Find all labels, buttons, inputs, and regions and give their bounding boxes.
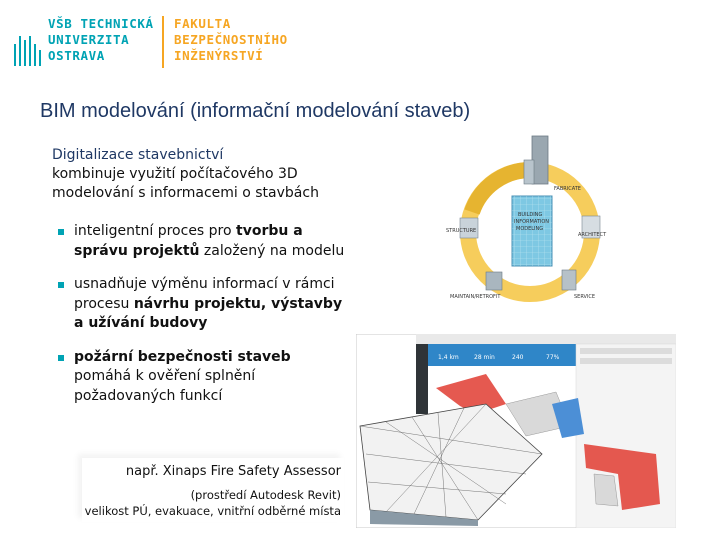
bullet-text: založený na modelu <box>199 242 345 259</box>
service-icon <box>562 270 576 290</box>
software-screenshot <box>356 334 676 528</box>
property-row <box>580 358 672 364</box>
logo-line: BEZPEČNOSTNÍHO <box>174 32 288 47</box>
property-row <box>580 348 672 354</box>
logo-line: OSTRAVA <box>48 48 105 63</box>
intro-text: kombinuje využití počítačového 3D modelování s informacemi o stavbách <box>52 166 319 201</box>
stage-label: SERVICE <box>574 294 596 300</box>
university-logo <box>14 14 314 70</box>
bim-center-label: BUILDING <box>518 212 543 218</box>
bullet-item <box>58 222 348 261</box>
stage-label: FABRICATE <box>554 186 581 192</box>
stage-label: MAINTAIN/RETROFIT <box>450 294 501 300</box>
kpi-value: 1,4 km <box>438 354 459 361</box>
bullet-emphasis: požární bezpečnosti staveb <box>74 348 291 365</box>
bullet-emphasis: návrhu projektu, výstavby a užívání budovy <box>74 295 343 331</box>
tower-annex-icon <box>524 160 534 184</box>
caption-line: např. Xinaps Fire Safety Assessor <box>125 464 341 479</box>
bullet-item <box>58 275 348 334</box>
bullet-list <box>58 222 348 420</box>
bim-center-label: INFORMATION <box>514 219 550 225</box>
caption-line: velikost PÚ, evakuace, vnitřní odběrné místa <box>84 504 341 518</box>
kpi-value: 28 min <box>474 354 495 361</box>
logo-divider <box>162 16 164 68</box>
logo-line: VŠB TECHNICKÁ <box>48 16 154 31</box>
caption-line: (prostředí Autodesk Revit) <box>190 488 341 502</box>
floorplan-zone-grey <box>594 474 618 506</box>
bullet-item <box>58 348 348 407</box>
intro-block <box>52 146 352 203</box>
logo-university-name <box>48 16 154 64</box>
bullet-text: pomáhá k ověření splnění požadovaných funkcí <box>74 368 256 404</box>
bullet-text: inteligentní proces pro <box>74 223 237 239</box>
tower-building-icon <box>532 136 548 184</box>
bim-lifecycle-diagram <box>442 132 618 312</box>
logo-faculty-name <box>174 16 288 64</box>
logo-line: UNIVERZITA <box>48 32 130 47</box>
bullet-emphasis: tvorbu a správu projektů <box>74 223 303 259</box>
logo-line: INŽENÝRSTVÍ <box>174 48 264 63</box>
kpi-value: 240 <box>512 354 524 361</box>
logo-line: FAKULTA <box>174 16 231 31</box>
screenshot-toolbar <box>416 334 676 344</box>
bullet-text: usnadňuje výměnu informací v rámci procesu <box>74 276 335 312</box>
logo-bars-icon <box>14 36 42 66</box>
intro-heading: Digitalizace stavebnictví <box>52 147 224 163</box>
kpi-value: 77% <box>546 354 560 361</box>
caption-box <box>82 458 344 522</box>
bim-center-label: MODELING <box>516 226 544 232</box>
screenshot-side-panel <box>416 344 428 414</box>
stage-label: ARCHITECT <box>578 232 607 238</box>
slide-title: BIM modelování (informační modelování staveb) <box>40 100 471 122</box>
maintain-icon <box>486 272 502 290</box>
stage-label: STRUCTURE <box>446 228 477 234</box>
